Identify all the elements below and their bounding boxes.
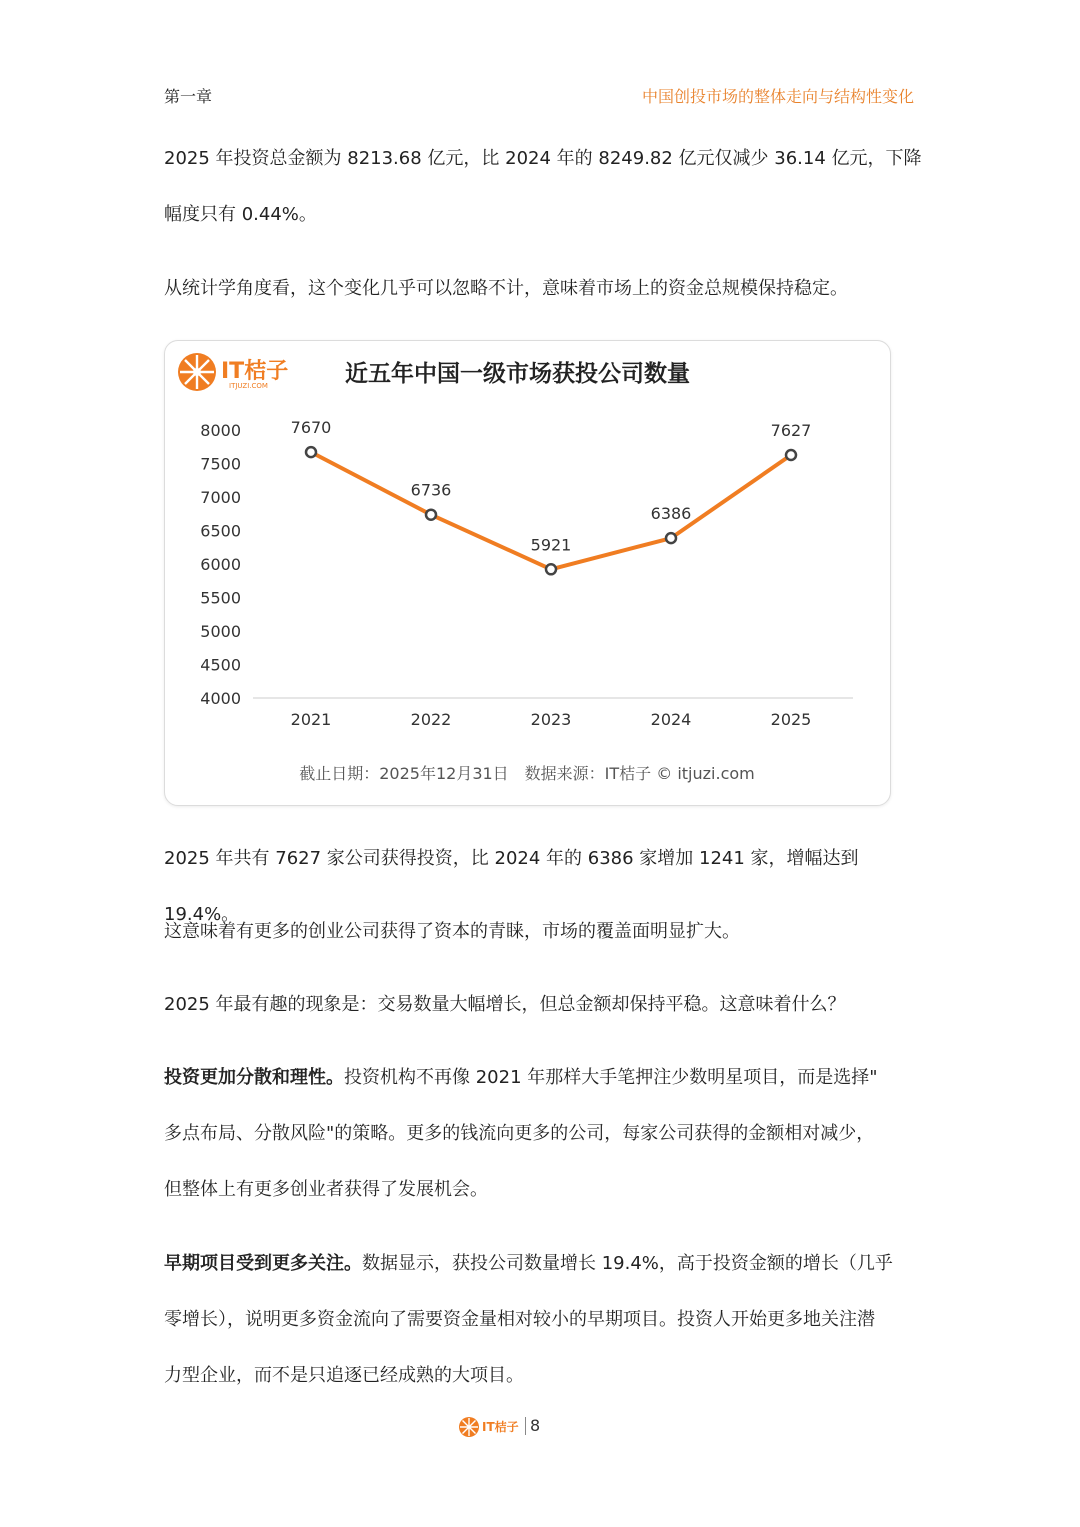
paragraph-line: 投资机构不再像 2021 年那样大手笔押注少数明星项目，而是选择"	[344, 1067, 878, 1088]
x-tick-label: 2023	[530, 710, 572, 729]
data-label: 5921	[530, 535, 572, 555]
data-label: 7627	[770, 420, 812, 440]
paragraph-diversified	[164, 1050, 924, 1218]
paragraph-stability: 从统计学角度看，这个变化几乎可以忽略不计，意味着市场上的资金总规模保持稳定。	[164, 278, 848, 299]
line-chart	[165, 341, 890, 805]
paragraph-heading: 投资更加分散和理性。	[164, 1067, 344, 1088]
section-title: 中国创投市场的整体走向与结构性变化	[641, 87, 914, 106]
y-tick-label: 6000	[200, 555, 241, 574]
x-tick-label: 2022	[410, 710, 452, 729]
data-point	[666, 533, 676, 543]
orange-icon	[459, 1417, 479, 1437]
paragraph-line: 数据显示，获投公司数量增长 19.4%，高于投资金额的增长（几乎	[362, 1253, 893, 1274]
chapter-label: 第一章	[164, 87, 213, 106]
page-footer	[0, 1414, 1080, 1440]
data-label: 6386	[650, 504, 692, 524]
y-tick-label: 5000	[200, 622, 241, 641]
y-tick-label: 4500	[200, 655, 241, 675]
paragraph-line: 多点布局、分散风险"的策略。更多的钱流向更多的公司，每家公司获得的金额相对减少，	[164, 1123, 875, 1144]
data-point	[426, 510, 436, 520]
paragraph-line: 幅度只有 0.44%。	[164, 204, 317, 225]
chart-title: 近五年中国一级市场获投公司数量	[345, 361, 690, 387]
data-point	[786, 450, 796, 460]
data-label: 7670	[290, 418, 332, 438]
data-point	[306, 447, 316, 457]
y-tick-label: 5500	[200, 588, 241, 608]
paragraph-early-stage	[164, 1236, 924, 1404]
y-tick-label: 4000	[200, 689, 241, 708]
orange-icon	[178, 353, 216, 391]
paragraph-line: 2025 年投资总金额为 8213.68 亿元，比 2024 年的 8249.82 亿元仅减少 36.14 亿元，下降	[164, 148, 922, 169]
logo-brand: IT桔子	[221, 359, 289, 384]
y-tick-label: 7500	[200, 454, 241, 474]
paragraph-question: 2025 年最有趣的现象是：交易数量大幅增长，但总金额却保持平稳。这意味着什么？	[164, 994, 846, 1015]
data-label: 6736	[410, 480, 452, 500]
x-tick-label: 2021	[290, 710, 332, 729]
page-number: 8	[530, 1416, 541, 1435]
paragraph-investment-total	[164, 131, 924, 243]
paragraph-company-count: 2025 年共有 7627 家公司获得投资，比 2024 年的 6386 家增加 1241 家，增幅达到 19.4%。	[164, 848, 859, 925]
footer-divider	[525, 1417, 526, 1435]
paragraph-heading: 早期项目受到更多关注。	[164, 1253, 362, 1274]
paragraph-line: 但整体上有更多创业者获得了发展机会。	[164, 1179, 488, 1200]
logo-domain: ITJUZI.COM	[229, 382, 268, 390]
itjuzi-logo	[178, 353, 288, 391]
y-tick-label: 8000	[200, 421, 241, 440]
paragraph-coverage: 这意味着有更多的创业公司获得了资本的青睐，市场的覆盖面明显扩大。	[164, 921, 740, 942]
y-tick-label: 6500	[200, 521, 241, 541]
paragraph-line: 力型企业，而不是只追逐已经成熟的大项目。	[164, 1365, 524, 1386]
paragraph-line: 零增长），说明更多资金流向了需要资金量相对较小的早期项目。投资人开始更多地关注潜	[164, 1309, 875, 1330]
data-point	[546, 564, 556, 574]
chart-card	[164, 340, 891, 806]
footer-logo-brand: IT桔子	[482, 1420, 519, 1434]
footer-logo	[458, 1414, 541, 1440]
x-tick-label: 2025	[770, 710, 812, 729]
chart-source-note: 截止日期：2025年12月31日 数据来源：IT桔子 © itjuzi.com	[299, 764, 755, 783]
x-tick-label: 2024	[650, 710, 692, 729]
y-tick-label: 7000	[200, 488, 241, 507]
